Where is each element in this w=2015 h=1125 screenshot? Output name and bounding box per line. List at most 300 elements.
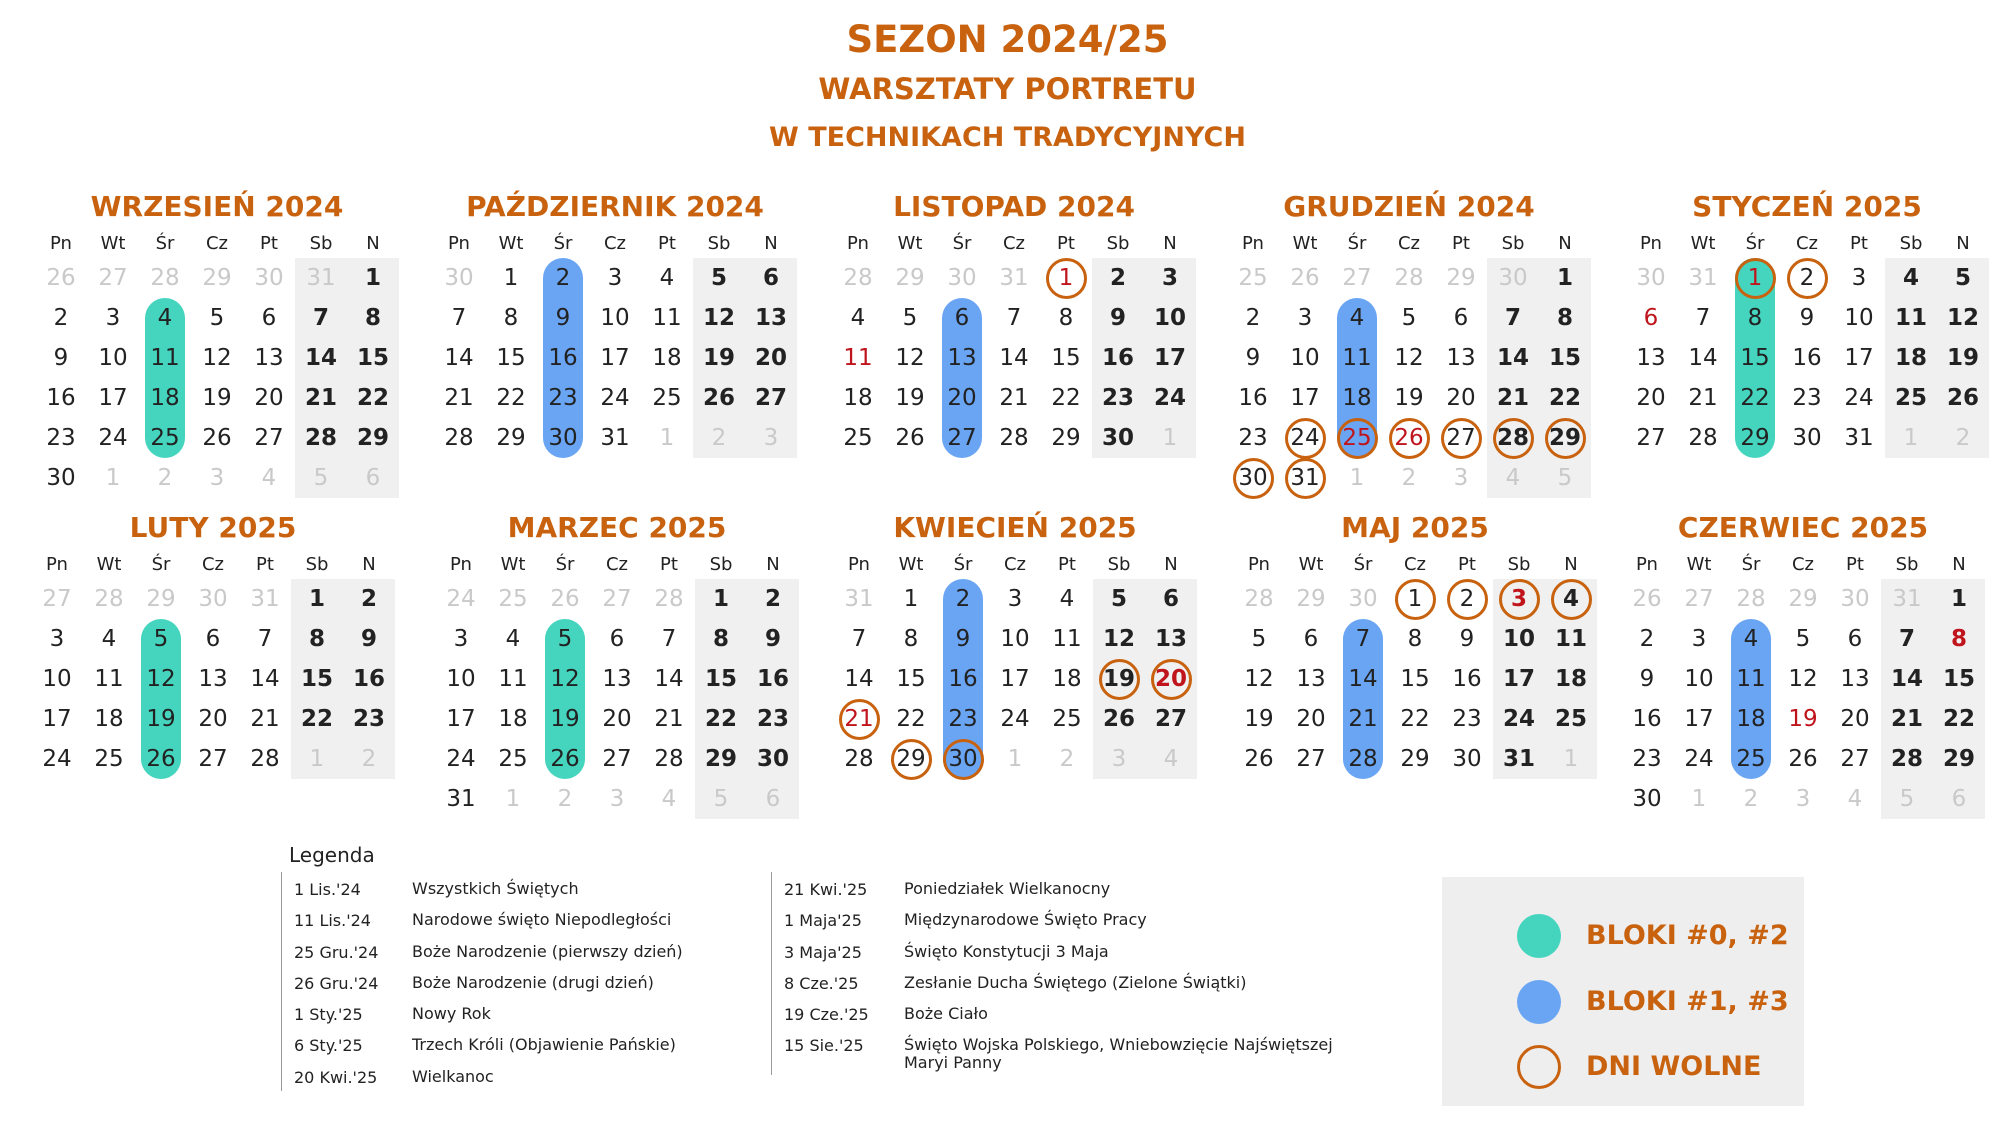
day-cell[interactable]: 8	[308, 626, 325, 652]
day-cell[interactable]: 13	[1840, 666, 1870, 692]
day-cell[interactable]: 27	[602, 746, 632, 772]
day-cell[interactable]: 7	[312, 305, 329, 331]
day-cell[interactable]: 1	[1058, 265, 1074, 291]
day-cell[interactable]: 10	[1290, 345, 1320, 371]
day-cell[interactable]: 3	[49, 626, 65, 652]
day-cell[interactable]: 22	[1740, 385, 1770, 411]
day-cell[interactable]: 10	[1153, 305, 1186, 331]
day-cell[interactable]: 16	[1238, 385, 1268, 411]
day-cell[interactable]: 4	[1743, 626, 1759, 652]
next-month-day[interactable]: 2	[711, 425, 727, 451]
day-cell[interactable]: 16	[1452, 666, 1482, 692]
day-cell[interactable]: 17	[1844, 345, 1874, 371]
day-cell[interactable]: 11	[150, 345, 180, 371]
day-cell[interactable]: 28	[1496, 425, 1529, 451]
day-cell[interactable]: 23	[1632, 746, 1662, 772]
prev-month-day[interactable]: 27	[98, 265, 128, 291]
prev-month-day[interactable]: 25	[498, 586, 528, 612]
day-cell[interactable]: 19	[895, 385, 925, 411]
day-cell[interactable]: 28	[304, 425, 337, 451]
day-cell[interactable]: 30	[1452, 746, 1482, 772]
day-cell[interactable]: 1	[712, 586, 729, 612]
day-cell[interactable]: 17	[1502, 666, 1535, 692]
day-cell[interactable]: 21	[1348, 706, 1378, 732]
day-cell[interactable]: 21	[844, 706, 874, 732]
prev-month-day[interactable]: 28	[94, 586, 124, 612]
day-cell[interactable]: 11	[1342, 345, 1372, 371]
day-cell[interactable]: 7	[1695, 305, 1711, 331]
day-cell[interactable]: 22	[1548, 385, 1581, 411]
prev-month-day[interactable]: 28	[1736, 586, 1766, 612]
day-cell[interactable]: 24	[1844, 385, 1874, 411]
day-cell[interactable]: 9	[1799, 305, 1815, 331]
day-cell[interactable]: 30	[756, 746, 789, 772]
day-cell[interactable]: 19	[550, 706, 580, 732]
day-cell[interactable]: 15	[896, 666, 926, 692]
day-cell[interactable]: 9	[360, 626, 377, 652]
day-cell[interactable]: 11	[1894, 305, 1927, 331]
day-cell[interactable]: 6	[1162, 586, 1179, 612]
prev-month-day[interactable]: 30	[1840, 586, 1870, 612]
day-cell[interactable]: 20	[1446, 385, 1476, 411]
day-cell[interactable]: 24	[446, 746, 476, 772]
next-month-day[interactable]: 4	[661, 786, 677, 812]
next-month-day[interactable]: 1	[505, 786, 521, 812]
day-cell[interactable]: 27	[1446, 425, 1476, 451]
day-cell[interactable]: 12	[202, 345, 232, 371]
day-cell[interactable]: 17	[600, 345, 630, 371]
day-cell[interactable]: 25	[1736, 746, 1766, 772]
day-cell[interactable]: 13	[1296, 666, 1326, 692]
prev-month-day[interactable]: 30	[947, 265, 977, 291]
day-cell[interactable]: 27	[947, 425, 977, 451]
day-cell[interactable]: 5	[1954, 265, 1971, 291]
next-month-day[interactable]: 1	[1903, 425, 1919, 451]
day-cell[interactable]: 30	[1238, 465, 1268, 491]
day-cell[interactable]: 9	[1109, 305, 1126, 331]
day-cell[interactable]: 7	[1898, 626, 1915, 652]
day-cell[interactable]: 5	[1251, 626, 1267, 652]
next-month-day[interactable]: 2	[1401, 465, 1417, 491]
day-cell[interactable]: 25	[652, 385, 682, 411]
prev-month-day[interactable]: 30	[444, 265, 474, 291]
day-cell[interactable]: 23	[1792, 385, 1822, 411]
day-cell[interactable]: 5	[557, 626, 573, 652]
day-cell[interactable]: 16	[756, 666, 789, 692]
day-cell[interactable]: 19	[202, 385, 232, 411]
next-month-day[interactable]: 6	[1951, 786, 1967, 812]
day-cell[interactable]: 20	[1296, 706, 1326, 732]
day-cell[interactable]: 15	[1942, 666, 1975, 692]
day-cell[interactable]: 3	[1691, 626, 1707, 652]
next-month-day[interactable]: 5	[713, 786, 729, 812]
day-cell[interactable]: 30	[46, 465, 76, 491]
day-cell[interactable]: 21	[999, 385, 1029, 411]
day-cell[interactable]: 18	[1894, 345, 1927, 371]
day-cell[interactable]: 4	[1059, 586, 1075, 612]
day-cell[interactable]: 7	[1504, 305, 1521, 331]
day-cell[interactable]: 25	[1342, 425, 1372, 451]
day-cell[interactable]: 13	[1446, 345, 1476, 371]
day-cell[interactable]: 10	[1000, 626, 1030, 652]
prev-month-day[interactable]: 31	[999, 265, 1029, 291]
day-cell[interactable]: 3	[1851, 265, 1867, 291]
next-month-day[interactable]: 2	[1059, 746, 1075, 772]
day-cell[interactable]: 16	[1792, 345, 1822, 371]
day-cell[interactable]: 8	[1556, 305, 1573, 331]
prev-month-day[interactable]: 26	[1290, 265, 1320, 291]
day-cell[interactable]: 5	[1795, 626, 1811, 652]
day-cell[interactable]: 26	[146, 746, 176, 772]
day-cell[interactable]: 13	[602, 666, 632, 692]
day-cell[interactable]: 31	[446, 786, 476, 812]
day-cell[interactable]: 18	[1554, 666, 1587, 692]
day-cell[interactable]: 20	[1840, 706, 1870, 732]
day-cell[interactable]: 11	[1554, 626, 1587, 652]
day-cell[interactable]: 3	[1297, 305, 1313, 331]
day-cell[interactable]: 29	[896, 746, 926, 772]
prev-month-day[interactable]: 25	[1238, 265, 1268, 291]
day-cell[interactable]: 14	[654, 666, 684, 692]
next-month-day[interactable]: 5	[313, 465, 329, 491]
day-cell[interactable]: 4	[505, 626, 521, 652]
day-cell[interactable]: 26	[1394, 425, 1424, 451]
day-cell[interactable]: 17	[1290, 385, 1320, 411]
day-cell[interactable]: 11	[1736, 666, 1766, 692]
day-cell[interactable]: 11	[94, 666, 124, 692]
prev-month-day[interactable]: 28	[1394, 265, 1424, 291]
day-cell[interactable]: 28	[844, 746, 874, 772]
day-cell[interactable]: 1	[503, 265, 519, 291]
day-cell[interactable]: 14	[999, 345, 1029, 371]
day-cell[interactable]: 14	[1348, 666, 1378, 692]
day-cell[interactable]: 9	[1245, 345, 1261, 371]
prev-month-day[interactable]: 27	[1684, 586, 1714, 612]
day-cell[interactable]: 18	[843, 385, 873, 411]
day-cell[interactable]: 24	[600, 385, 630, 411]
day-cell[interactable]: 26	[1102, 706, 1135, 732]
day-cell[interactable]: 15	[1400, 666, 1430, 692]
day-cell[interactable]: 10	[446, 666, 476, 692]
day-cell[interactable]: 20	[198, 706, 228, 732]
prev-month-day[interactable]: 27	[42, 586, 72, 612]
day-cell[interactable]: 8	[1407, 626, 1423, 652]
day-cell[interactable]: 21	[444, 385, 474, 411]
day-cell[interactable]: 23	[1238, 425, 1268, 451]
day-cell[interactable]: 26	[702, 385, 735, 411]
day-cell[interactable]: 15	[356, 345, 389, 371]
day-cell[interactable]: 27	[1296, 746, 1326, 772]
day-cell[interactable]: 28	[1348, 746, 1378, 772]
next-month-day[interactable]: 3	[609, 786, 625, 812]
day-cell[interactable]: 3	[105, 305, 121, 331]
day-cell[interactable]: 29	[496, 425, 526, 451]
next-month-day[interactable]: 2	[157, 465, 173, 491]
prev-month-day[interactable]: 26	[550, 586, 580, 612]
next-month-day[interactable]: 4	[1505, 465, 1521, 491]
day-cell[interactable]: 27	[754, 385, 787, 411]
day-cell[interactable]: 6	[1303, 626, 1319, 652]
day-cell[interactable]: 13	[754, 305, 787, 331]
day-cell[interactable]: 3	[1007, 586, 1023, 612]
day-cell[interactable]: 14	[444, 345, 474, 371]
day-cell[interactable]: 8	[364, 305, 381, 331]
day-cell[interactable]: 6	[261, 305, 277, 331]
day-cell[interactable]: 27	[254, 425, 284, 451]
day-cell[interactable]: 1	[308, 586, 325, 612]
day-cell[interactable]: 17	[1000, 666, 1030, 692]
next-month-day[interactable]: 1	[1563, 746, 1579, 772]
day-cell[interactable]: 24	[1000, 706, 1030, 732]
day-cell[interactable]: 2	[1459, 586, 1475, 612]
prev-month-day[interactable]: 31	[306, 265, 336, 291]
day-cell[interactable]: 12	[1788, 666, 1818, 692]
day-cell[interactable]: 18	[1736, 706, 1766, 732]
day-cell[interactable]: 1	[1747, 265, 1763, 291]
day-cell[interactable]: 22	[300, 706, 333, 732]
day-cell[interactable]: 19	[1946, 345, 1979, 371]
day-cell[interactable]: 28	[999, 425, 1029, 451]
day-cell[interactable]: 25	[843, 425, 873, 451]
day-cell[interactable]: 28	[1688, 425, 1718, 451]
day-cell[interactable]: 23	[1452, 706, 1482, 732]
day-cell[interactable]: 3	[453, 626, 469, 652]
day-cell[interactable]: 15	[300, 666, 333, 692]
day-cell[interactable]: 4	[157, 305, 173, 331]
day-cell[interactable]: 30	[948, 746, 978, 772]
next-month-day[interactable]: 4	[1163, 746, 1179, 772]
prev-month-day[interactable]: 30	[198, 586, 228, 612]
day-cell[interactable]: 22	[1942, 706, 1975, 732]
day-cell[interactable]: 23	[1101, 385, 1134, 411]
day-cell[interactable]: 15	[1548, 345, 1581, 371]
day-cell[interactable]: 27	[1154, 706, 1187, 732]
day-cell[interactable]: 30	[1632, 786, 1662, 812]
day-cell[interactable]: 12	[146, 666, 176, 692]
day-cell[interactable]: 13	[1636, 345, 1666, 371]
day-cell[interactable]: 2	[1109, 265, 1126, 291]
day-cell[interactable]: 18	[150, 385, 180, 411]
day-cell[interactable]: 31	[1844, 425, 1874, 451]
next-month-day[interactable]: 3	[1111, 746, 1127, 772]
day-cell[interactable]: 12	[895, 345, 925, 371]
day-cell[interactable]: 24	[1290, 425, 1320, 451]
day-cell[interactable]: 5	[902, 305, 918, 331]
next-month-day[interactable]: 1	[1691, 786, 1707, 812]
prev-month-day[interactable]: 31	[250, 586, 280, 612]
day-cell[interactable]: 2	[1245, 305, 1261, 331]
day-cell[interactable]: 14	[250, 666, 280, 692]
day-cell[interactable]: 22	[896, 706, 926, 732]
day-cell[interactable]: 29	[1400, 746, 1430, 772]
next-month-day[interactable]: 1	[309, 746, 325, 772]
day-cell[interactable]: 10	[600, 305, 630, 331]
day-cell[interactable]: 21	[1890, 706, 1923, 732]
next-month-day[interactable]: 1	[659, 425, 675, 451]
day-cell[interactable]: 22	[1400, 706, 1430, 732]
day-cell[interactable]: 26	[895, 425, 925, 451]
day-cell[interactable]: 23	[756, 706, 789, 732]
day-cell[interactable]: 28	[444, 425, 474, 451]
day-cell[interactable]: 5	[710, 265, 727, 291]
day-cell[interactable]: 20	[254, 385, 284, 411]
day-cell[interactable]: 6	[762, 265, 779, 291]
day-cell[interactable]: 21	[1496, 385, 1529, 411]
day-cell[interactable]: 23	[548, 385, 578, 411]
next-month-day[interactable]: 1	[105, 465, 121, 491]
day-cell[interactable]: 6	[1643, 305, 1659, 331]
day-cell[interactable]: 4	[101, 626, 117, 652]
day-cell[interactable]: 13	[1154, 626, 1187, 652]
day-cell[interactable]: 11	[498, 666, 528, 692]
day-cell[interactable]: 14	[304, 345, 337, 371]
day-cell[interactable]: 8	[712, 626, 729, 652]
day-cell[interactable]: 17	[1153, 345, 1186, 371]
day-cell[interactable]: 16	[1632, 706, 1662, 732]
prev-month-day[interactable]: 28	[1244, 586, 1274, 612]
day-cell[interactable]: 24	[98, 425, 128, 451]
next-month-day[interactable]: 3	[1453, 465, 1469, 491]
day-cell[interactable]: 21	[250, 706, 280, 732]
prev-month-day[interactable]: 26	[1632, 586, 1662, 612]
day-cell[interactable]: 29	[1942, 746, 1975, 772]
day-cell[interactable]: 20	[602, 706, 632, 732]
day-cell[interactable]: 21	[304, 385, 337, 411]
day-cell[interactable]: 2	[1639, 626, 1655, 652]
day-cell[interactable]: 25	[1554, 706, 1587, 732]
day-cell[interactable]: 7	[257, 626, 273, 652]
prev-month-day[interactable]: 29	[146, 586, 176, 612]
next-month-day[interactable]: 2	[361, 746, 377, 772]
day-cell[interactable]: 13	[254, 345, 284, 371]
day-cell[interactable]: 17	[1684, 706, 1714, 732]
day-cell[interactable]: 15	[704, 666, 737, 692]
day-cell[interactable]: 10	[98, 345, 128, 371]
day-cell[interactable]: 17	[42, 706, 72, 732]
prev-month-day[interactable]: 31	[844, 586, 874, 612]
day-cell[interactable]: 20	[1636, 385, 1666, 411]
day-cell[interactable]: 20	[947, 385, 977, 411]
day-cell[interactable]: 18	[94, 706, 124, 732]
day-cell[interactable]: 29	[704, 746, 737, 772]
prev-month-day[interactable]: 27	[602, 586, 632, 612]
prev-month-day[interactable]: 31	[1688, 265, 1718, 291]
day-cell[interactable]: 4	[659, 265, 675, 291]
day-cell[interactable]: 6	[1453, 305, 1469, 331]
day-cell[interactable]: 25	[1894, 385, 1927, 411]
day-cell[interactable]: 23	[352, 706, 385, 732]
day-cell[interactable]: 12	[1394, 345, 1424, 371]
day-cell[interactable]: 21	[654, 706, 684, 732]
day-cell[interactable]: 19	[702, 345, 735, 371]
day-cell[interactable]: 16	[46, 385, 76, 411]
day-cell[interactable]: 3	[1510, 586, 1527, 612]
day-cell[interactable]: 19	[1102, 666, 1135, 692]
day-cell[interactable]: 11	[652, 305, 682, 331]
day-cell[interactable]: 30	[1792, 425, 1822, 451]
prev-month-day[interactable]: 28	[843, 265, 873, 291]
next-month-day[interactable]: 6	[365, 465, 381, 491]
next-month-day[interactable]: 3	[1795, 786, 1811, 812]
day-cell[interactable]: 8	[503, 305, 519, 331]
prev-month-day[interactable]: 28	[654, 586, 684, 612]
day-cell[interactable]: 18	[652, 345, 682, 371]
day-cell[interactable]: 8	[1747, 305, 1763, 331]
day-cell[interactable]: 12	[1102, 626, 1135, 652]
day-cell[interactable]: 29	[1548, 425, 1581, 451]
day-cell[interactable]: 17	[98, 385, 128, 411]
day-cell[interactable]: 12	[1244, 666, 1274, 692]
day-cell[interactable]: 14	[1496, 345, 1529, 371]
day-cell[interactable]: 5	[1401, 305, 1417, 331]
day-cell[interactable]: 27	[198, 746, 228, 772]
day-cell[interactable]: 14	[844, 666, 874, 692]
day-cell[interactable]: 7	[451, 305, 467, 331]
day-cell[interactable]: 6	[205, 626, 221, 652]
day-cell[interactable]: 4	[1349, 305, 1365, 331]
day-cell[interactable]: 6	[954, 305, 970, 331]
day-cell[interactable]: 8	[1950, 626, 1967, 652]
day-cell[interactable]: 1	[903, 586, 919, 612]
day-cell[interactable]: 28	[1890, 746, 1923, 772]
day-cell[interactable]: 16	[948, 666, 978, 692]
prev-month-day[interactable]: 27	[1342, 265, 1372, 291]
day-cell[interactable]: 24	[42, 746, 72, 772]
day-cell[interactable]: 24	[1153, 385, 1186, 411]
day-cell[interactable]: 1	[364, 265, 381, 291]
day-cell[interactable]: 25	[94, 746, 124, 772]
day-cell[interactable]: 9	[53, 345, 69, 371]
prev-month-day[interactable]: 30	[1636, 265, 1666, 291]
next-month-day[interactable]: 6	[765, 786, 781, 812]
day-cell[interactable]: 22	[1051, 385, 1081, 411]
day-cell[interactable]: 3	[1161, 265, 1178, 291]
day-cell[interactable]: 29	[356, 425, 389, 451]
day-cell[interactable]: 2	[360, 586, 377, 612]
day-cell[interactable]: 13	[198, 666, 228, 692]
day-cell[interactable]: 24	[1684, 746, 1714, 772]
day-cell[interactable]: 6	[1847, 626, 1863, 652]
day-cell[interactable]: 31	[1502, 746, 1535, 772]
day-cell[interactable]: 17	[446, 706, 476, 732]
day-cell[interactable]: 29	[1740, 425, 1770, 451]
day-cell[interactable]: 11	[843, 345, 873, 371]
day-cell[interactable]: 26	[1946, 385, 1979, 411]
day-cell[interactable]: 6	[609, 626, 625, 652]
day-cell[interactable]: 12	[702, 305, 735, 331]
day-cell[interactable]: 31	[1290, 465, 1320, 491]
day-cell[interactable]: 29	[1051, 425, 1081, 451]
day-cell[interactable]: 3	[607, 265, 623, 291]
next-month-day[interactable]: 4	[1847, 786, 1863, 812]
day-cell[interactable]: 16	[1101, 345, 1134, 371]
next-month-day[interactable]: 1	[1349, 465, 1365, 491]
day-cell[interactable]: 9	[1459, 626, 1475, 652]
day-cell[interactable]: 25	[498, 746, 528, 772]
prev-month-day[interactable]: 29	[1788, 586, 1818, 612]
day-cell[interactable]: 22	[356, 385, 389, 411]
prev-month-day[interactable]: 30	[254, 265, 284, 291]
day-cell[interactable]: 19	[146, 706, 176, 732]
day-cell[interactable]: 23	[948, 706, 978, 732]
day-cell[interactable]: 11	[1052, 626, 1082, 652]
next-month-day[interactable]: 4	[261, 465, 277, 491]
day-cell[interactable]: 23	[46, 425, 76, 451]
day-cell[interactable]: 10	[1502, 626, 1535, 652]
day-cell[interactable]: 19	[1394, 385, 1424, 411]
prev-month-day[interactable]: 24	[446, 586, 476, 612]
day-cell[interactable]: 10	[1684, 666, 1714, 692]
